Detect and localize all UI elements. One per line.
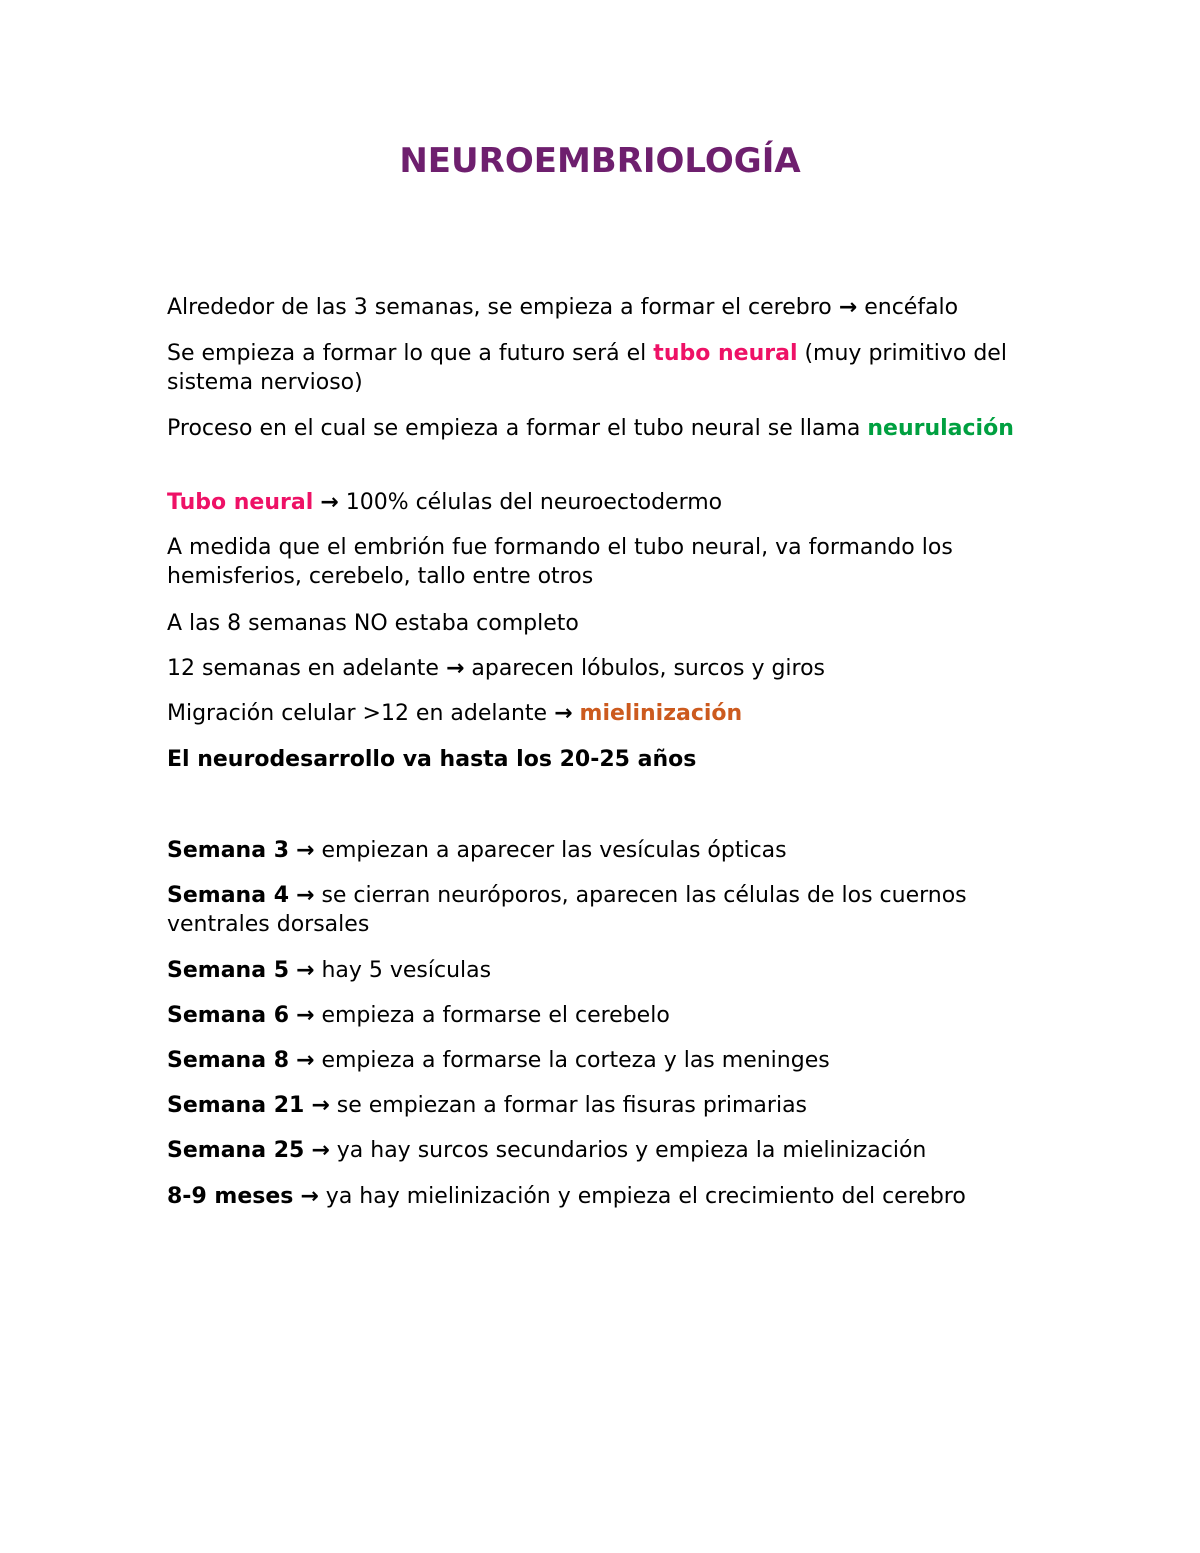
p1-result: encéfalo (857, 295, 959, 320)
paragraph-1 (167, 293, 1047, 322)
paragraph-6: A las 8 semanas NO estaba completo (167, 611, 579, 636)
p1-text: Alrededor de las 3 semanas, se empieza a formar el cerebro (167, 295, 832, 320)
timeline-item (167, 956, 1047, 985)
arrow-icon: → (311, 1093, 330, 1118)
paragraph-7 (167, 654, 1047, 683)
timeline-item (167, 1136, 1047, 1165)
paragraph-5: A medida que el embrión fue formando el tubo neural, va formando los hemisferios, cerebelo, tallo entre otros (167, 535, 953, 589)
paragraph-4 (167, 488, 1047, 517)
arrow-icon: → (311, 1138, 330, 1163)
tubo-neural-highlight: tubo neural (653, 341, 798, 366)
arrow-icon: → (445, 656, 465, 681)
arrow-icon: → (838, 295, 858, 320)
arrow-icon: → (320, 490, 339, 515)
arrow-icon: → (296, 1048, 315, 1073)
timeline-text: empiezan a aparecer las vesículas ópticas (314, 838, 787, 863)
p8-text: Migración celular >12 en adelante (167, 701, 548, 726)
timeline-item (167, 836, 1047, 865)
page-title: NEUROEMBRIOLOGÍA (399, 141, 801, 181)
timeline-item (167, 1091, 1047, 1120)
arrow-icon: → (300, 1184, 319, 1209)
timeline-text: empieza a formarse el cerebelo (314, 1003, 670, 1028)
p2-text: Se empieza a formar lo que a futuro será el (167, 341, 654, 366)
arrow-icon: → (296, 838, 315, 863)
timeline-label: Semana 5 (167, 958, 290, 983)
timeline-item (167, 1182, 1047, 1211)
p4-text: 100% células del neuroectodermo (338, 490, 723, 515)
paragraph-8 (167, 699, 1047, 728)
arrow-icon: → (296, 1003, 315, 1028)
paragraph-3 (167, 414, 1047, 443)
p7-rest: aparecen lóbulos, surcos y giros (464, 656, 826, 681)
timeline-text: ya hay surcos secundarios y empieza la mielinización (329, 1138, 927, 1163)
timeline-text: se empiezan a formar las fisuras primarias (329, 1093, 808, 1118)
mielinizacion-highlight: mielinización (579, 701, 743, 726)
timeline-item (167, 881, 1047, 939)
timeline-label: Semana 3 (167, 838, 290, 863)
timeline-label: Semana 4 (167, 883, 290, 908)
timeline-label: Semana 6 (167, 1003, 290, 1028)
timeline-item (167, 1046, 1047, 1075)
timeline-label: Semana 8 (167, 1048, 290, 1073)
timeline-text: hay 5 vesículas (314, 958, 492, 983)
timeline-label: Semana 21 (167, 1093, 305, 1118)
paragraph-2 (167, 339, 1047, 397)
timeline-text: se cierran neuróporos, aparecen las células de los cuernos ventrales dorsales (167, 883, 967, 937)
arrow-icon: → (554, 701, 573, 726)
timeline-item (167, 1001, 1047, 1030)
neurulacion-highlight: neurulación (867, 416, 1014, 441)
timeline-label: Semana 25 (167, 1138, 305, 1163)
paragraph-9: El neurodesarrollo va hasta los 20-25 años (167, 747, 697, 772)
tubo-neural-label: Tubo neural (167, 490, 314, 515)
arrow-icon: → (296, 883, 315, 908)
timeline-label: 8-9 meses (167, 1184, 294, 1209)
p7-text: 12 semanas en adelante (167, 656, 439, 681)
timeline-text: empieza a formarse la corteza y las meninges (314, 1048, 830, 1073)
timeline-text: ya hay mielinización y empieza el crecimiento del cerebro (318, 1184, 966, 1209)
p3-text: Proceso en el cual se empieza a formar el tubo neural se llama (167, 416, 868, 441)
arrow-icon: → (296, 958, 315, 983)
p2-rest: (muy primitivo del sistema nervioso) (167, 341, 1007, 395)
